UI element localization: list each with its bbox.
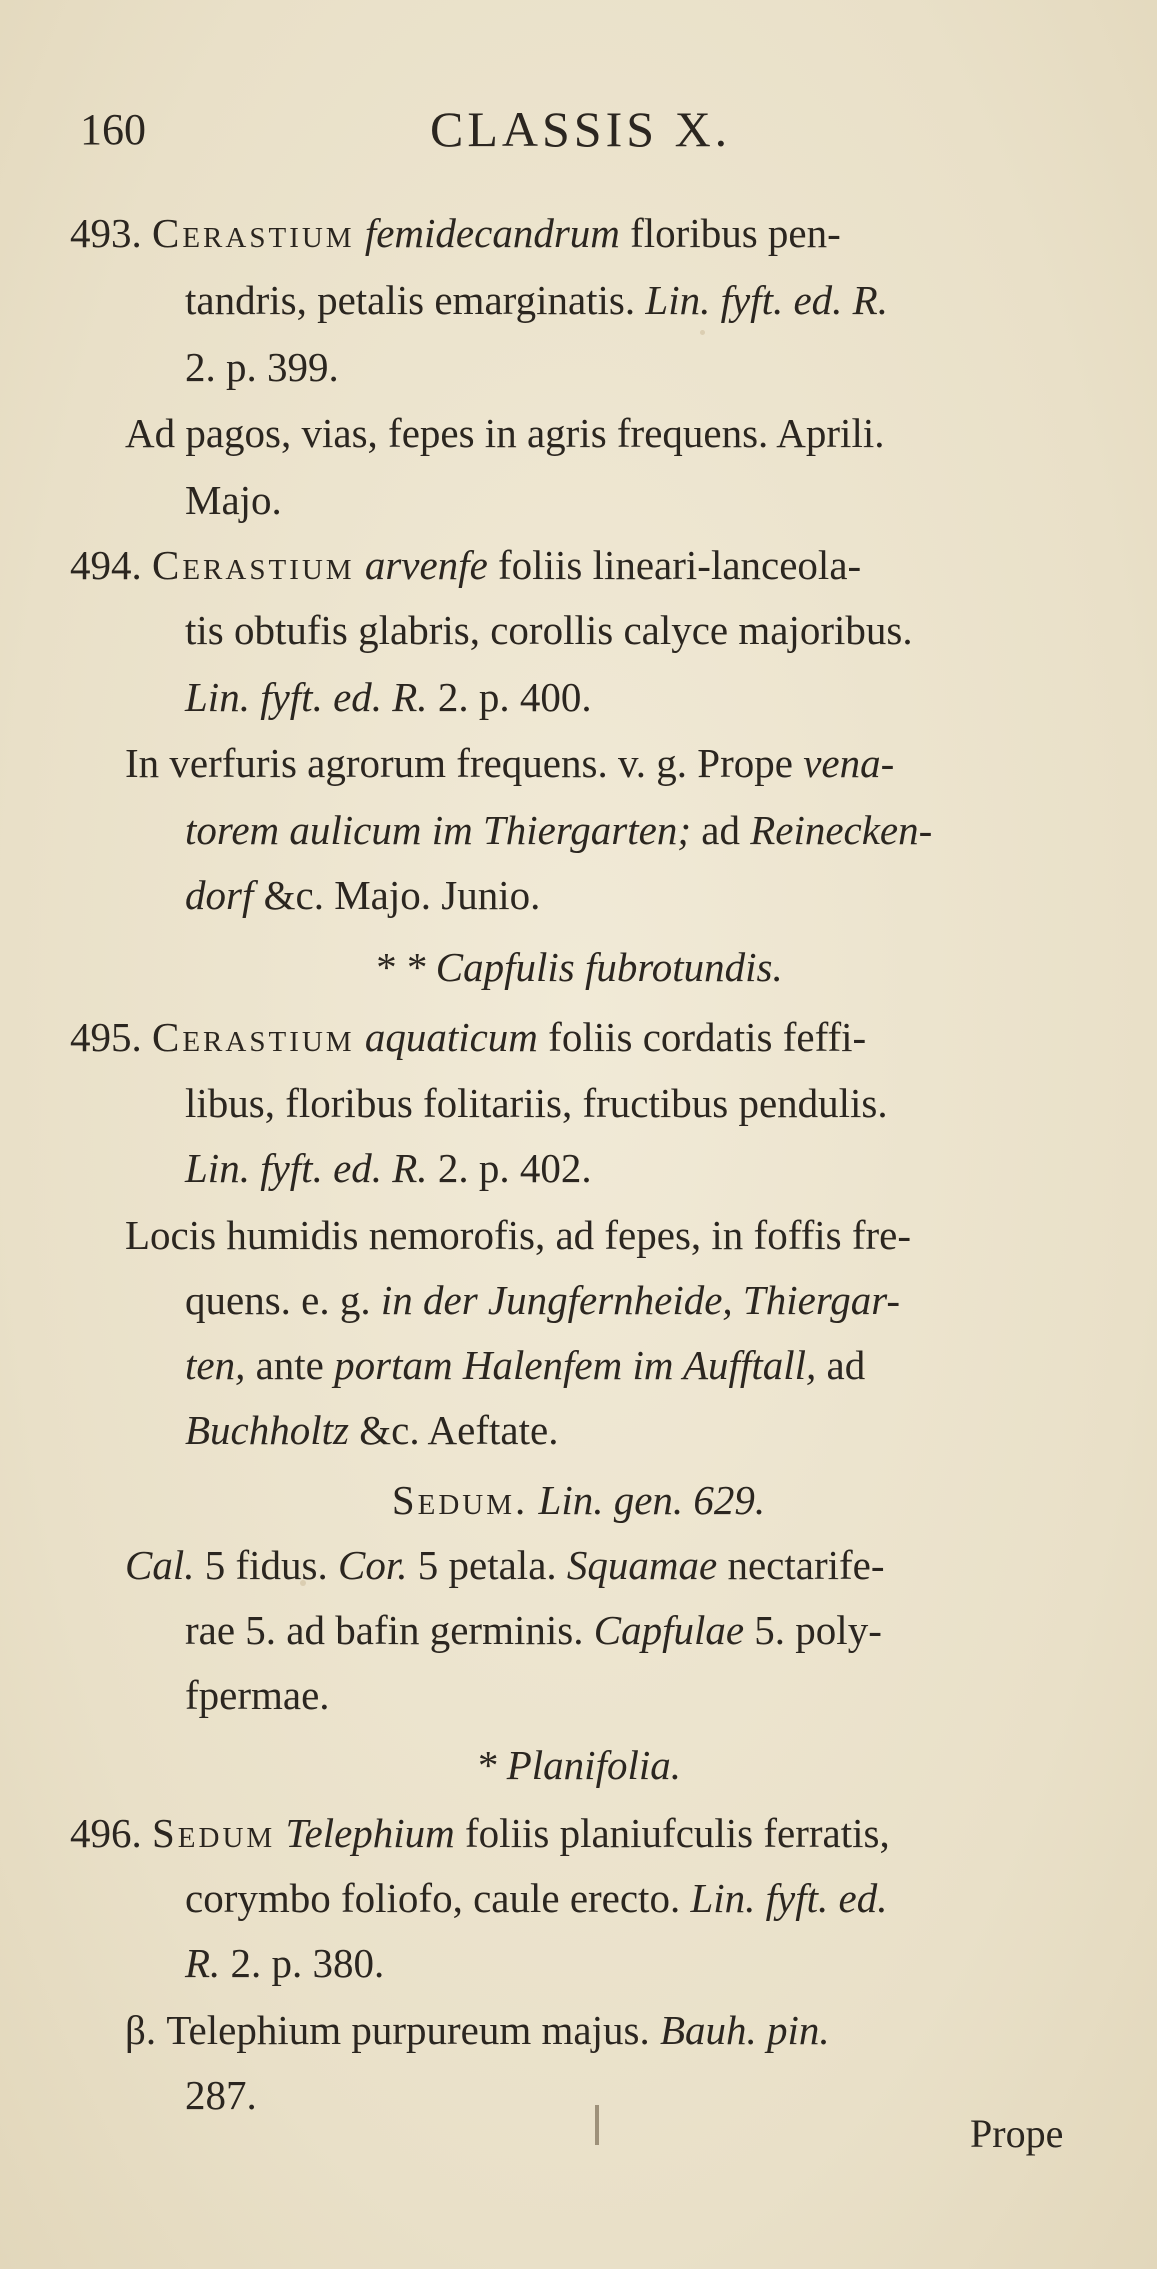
- entry-number: 493.: [70, 210, 142, 256]
- term: Squamae: [566, 1542, 718, 1588]
- section-heading-capsules: * * Capfulis fubrotundis.: [374, 944, 783, 990]
- entry-494-line-2: tis obtufis glabris, corollis calyce majoribus.: [185, 607, 913, 653]
- entry-text: foliis lineari-lanceola-: [498, 542, 862, 588]
- entry-text: foliis planiufculis ferratis,: [465, 1810, 890, 1856]
- entry-495-line-6: [185, 1340, 865, 1390]
- entry-text: nectarife-: [727, 1542, 885, 1588]
- catchword: Prope: [970, 2111, 1064, 2156]
- entry-493-line-5: Majo.: [185, 477, 282, 523]
- entry-text: floribus pen-: [630, 210, 841, 256]
- entry-496-line-5: 287.: [185, 2072, 257, 2118]
- place-name: in der Jungfernheide, Thiergar-: [380, 1277, 901, 1323]
- genus-name: Cerastium: [152, 1014, 355, 1060]
- entry-494-line-1: [70, 540, 861, 590]
- place-name: vena-: [803, 740, 895, 786]
- reference: Bauh. pin.: [659, 2007, 830, 2053]
- entry-number: 494.: [70, 542, 142, 588]
- species-name: Telephium: [285, 1810, 455, 1856]
- signature-mark: [595, 2105, 599, 2145]
- entry-number: 495.: [70, 1014, 142, 1060]
- term: Cal.: [125, 1542, 195, 1588]
- entry-number: 496.: [70, 1810, 142, 1856]
- reference: R.: [185, 1940, 221, 1986]
- entry-text: β. Telephium purpureum majus.: [125, 2007, 650, 2053]
- entry-text: 5 fidus.: [204, 1542, 328, 1588]
- entry-494-line-3: [185, 672, 592, 722]
- entry-text: corymbo foliofo, caule erecto.: [185, 1875, 681, 1921]
- entry-495-line-4: Locis humidis nemorofis, ad fepes, in foffis fre-: [125, 1212, 912, 1258]
- reference: Lin. gen. 629.: [538, 1477, 766, 1523]
- genus-description-line-2: [185, 1605, 882, 1655]
- entry-495-line-5: [185, 1275, 900, 1325]
- genus-name: Cerastium: [152, 542, 355, 588]
- genus-heading-sedum: [0, 1475, 1157, 1525]
- entry-496-line-4: [125, 2005, 830, 2055]
- entry-text: quens. e. g.: [185, 1277, 371, 1323]
- term: Capfulae: [593, 1607, 745, 1653]
- entry-text: 5 petala.: [417, 1542, 557, 1588]
- place-name: Buchholtz: [185, 1407, 349, 1453]
- section-heading-planifolia: * Planifolia.: [476, 1742, 681, 1788]
- reference: Lin. fyft. ed. R.: [645, 277, 888, 323]
- species-name: femidecandrum: [364, 210, 620, 256]
- entry-text: rae 5. ad bafin germinis.: [185, 1607, 584, 1653]
- entry-494-line-6: [185, 870, 540, 920]
- foxing-spot: [700, 330, 705, 335]
- entry-text: ante: [255, 1342, 324, 1388]
- entry-493-line-4: Ad pagos, vias, fepes in agris frequens. Aprili.: [125, 410, 885, 456]
- entry-496-line-1: [70, 1808, 890, 1858]
- genus-name: Sedum: [152, 1810, 276, 1856]
- term: Cor.: [338, 1542, 408, 1588]
- entry-496-line-3: [185, 1938, 384, 1988]
- place-name: ten,: [185, 1342, 246, 1388]
- genus-name: Cerastium: [152, 210, 355, 256]
- place-name: Reinecken-: [750, 807, 933, 853]
- place-name: portam Halenfem im Aufftall,: [334, 1342, 817, 1388]
- entry-text: &c. Majo. Junio.: [263, 872, 541, 918]
- entry-text: 2. p. 402.: [437, 1145, 592, 1191]
- place-name: torem aulicum im Thiergarten;: [185, 807, 691, 853]
- running-head: [0, 100, 1157, 160]
- genus-name: Sedum.: [391, 1477, 529, 1523]
- entry-text: tandris, petalis emarginatis.: [185, 277, 636, 323]
- entry-493-line-2: [185, 275, 888, 325]
- entry-493-line-3: 2. p. 399.: [185, 344, 339, 390]
- entry-495-line-3: [185, 1143, 592, 1193]
- entry-text: 5. poly-: [754, 1607, 882, 1653]
- running-title: CLASSIS X.: [430, 101, 732, 157]
- genus-description-line-1: [125, 1540, 885, 1590]
- reference: Lin. fyft. ed. R.: [185, 1145, 428, 1191]
- entry-496-line-2: [185, 1873, 887, 1923]
- reference: Lin. fyft. ed.: [690, 1875, 888, 1921]
- entry-text: ad: [826, 1342, 866, 1388]
- entry-494-line-5: [185, 805, 932, 855]
- reference: Lin. fyft. ed. R.: [185, 674, 428, 720]
- species-name: arvenfe: [364, 542, 488, 588]
- species-name: aquaticum: [364, 1014, 538, 1060]
- entry-text: 2. p. 400.: [437, 674, 592, 720]
- entry-495-line-1: [70, 1012, 866, 1062]
- genus-description-line-3: fpermae.: [185, 1672, 330, 1718]
- entry-text: ad: [701, 807, 740, 853]
- entry-494-line-4: [125, 738, 894, 788]
- entry-text: &c. Aeftate.: [359, 1407, 559, 1453]
- entry-495-line-7: [185, 1405, 558, 1455]
- place-name: dorf: [185, 872, 254, 918]
- page-number: 160: [80, 105, 146, 154]
- entry-text: foliis cordatis feffi-: [548, 1014, 867, 1060]
- entry-text: In verfuris agrorum frequens. v. g. Prope: [125, 740, 793, 786]
- entry-493-line-1: [70, 208, 841, 258]
- entry-495-line-2: libus, floribus folitariis, fructibus pendulis.: [185, 1080, 888, 1126]
- entry-text: 2. p. 380.: [230, 1940, 385, 1986]
